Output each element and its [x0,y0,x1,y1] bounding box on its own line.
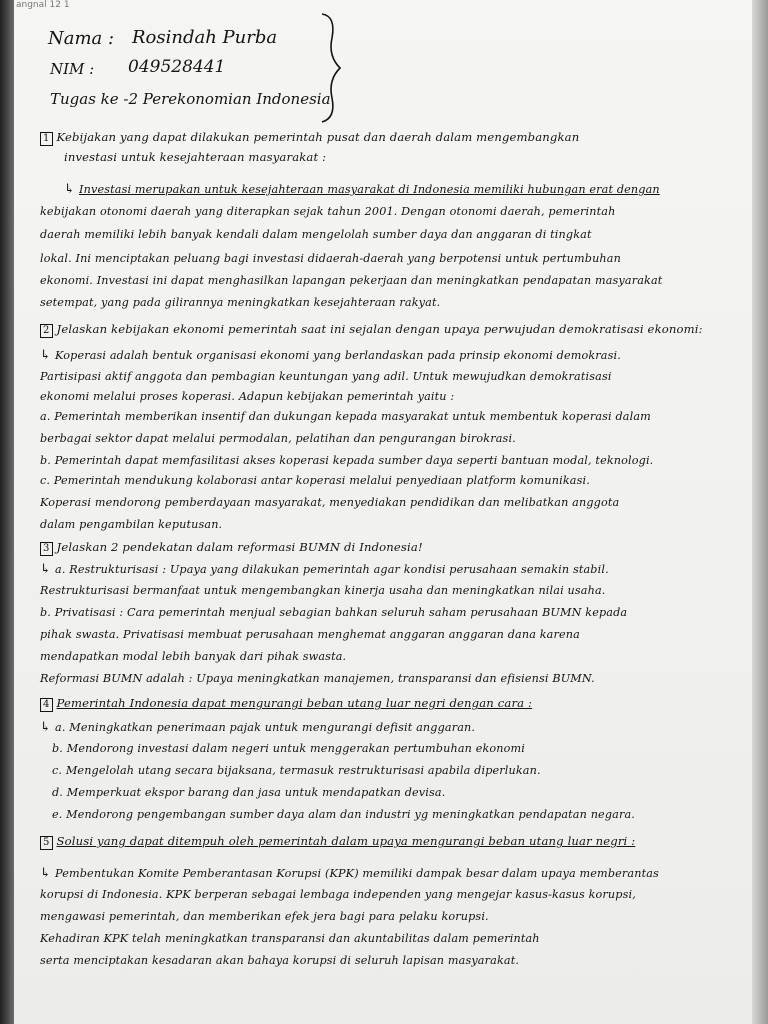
number-box: 1 [40,132,53,146]
answer-3-line-1: ↳ a. Restrukturisasi : Upaya yang dilakukan pemerintah agar kondisi perusahaan semakin stabil. [40,562,609,577]
arrow-icon: ↳ [40,562,52,577]
answer-2-line-6: b. Pemerintah dapat memfasilitasi akses koperasi kepada sumber daya seperti bantuan modal, teknologi. [40,454,654,467]
question-3-line-1: 3 Jelaskan 2 pendekatan dalam reformasi BUMN di Indonesia! [40,540,423,556]
answer-3-line-2: Restrukturisasi bermanfaat untuk mengembangkan kinerja usaha dan meningkatkan nilai usaha. [40,584,606,597]
answer-4-line-1: ↳ a. Meningkatkan penerimaan pajak untuk mengurangi defisit anggaran. [40,720,476,735]
tugas-title: Tugas ke -2 Perekonomian Indonesia [50,90,331,108]
answer-5-line-2: korupsi di Indonesia. KPK berperan sebagai lembaga independen yang mengejar kasus-kasus korupsi, [40,888,636,901]
answer-1-line-1: ↳ Investasi merupakan untuk kesejahteraan masyarakat di Indonesia memiliki hubungan erat dengan [64,182,660,197]
arrow-icon: ↳ [64,182,76,197]
right-paper-edge [752,0,768,1024]
answer-4-line-2: b. Mendorong investasi dalam negeri untuk menggerakan pertumbuhan ekonomi [52,742,526,755]
answer-2-line-2: Partisipasi aktif anggota dan pembagian keuntungan yang adil. Untuk mewujudkan demokratisasi [40,370,612,383]
nama-value: Rosindah Purba [132,27,278,48]
answer-1-line-6: setempat, yang pada gilirannya meningkatkan kesejahteraan rakyat. [40,296,441,309]
answer-5-line-4: Kehadiran KPK telah meningkatkan transparansi dan akuntabilitas dalam pemerintah [40,932,540,945]
nim-label: NIM : [50,60,95,78]
answer-2-line-8: Koperasi mendorong pemberdayaan masyarakat, menyediakan pendidikan dan melibatkan anggota [40,496,620,509]
answer-2-line-5: berbagai sektor dapat melalui permodalan, pelatihan dan pengurangan birokrasi. [40,432,516,445]
answer-1-line-5: ekonomi. Investasi ini dapat menghasilkan lapangan pekerjaan dan meningkatkan pendapatan masyarakat [40,274,663,287]
answer-3-line-5: mendapatkan modal lebih banyak dari pihak swasta. [40,650,347,663]
nim-value: 049528441 [128,57,226,77]
answer-3-line-4: pihak swasta. Privatisasi membuat perusahaan menghemat anggaran anggaran dana karena [40,628,580,641]
number-box: 5 [40,836,53,850]
question-1-line-2: investasi untuk kesejahteraan masyarakat : [64,150,327,164]
answer-1-line-3: daerah memiliki lebih banyak kendali dalam mengelolah sumber daya dan anggaran di tingkat [40,228,592,241]
answer-3-line-6: Reformasi BUMN adalah : Upaya meningkatkan manajemen, transparansi dan efisiensi BUMN. [40,672,595,685]
answer-2-line-3: ekonomi melalui proses koperasi. Adapun kebijakan pemerintah yaitu : [40,390,455,403]
answer-5-line-5: serta menciptakan kesadaran akan bahaya korupsi di seluruh lapisan masyarakat. [40,954,520,967]
answer-2-line-4: a. Pemerintah memberikan insentif dan dukungan kepada masyarakat untuk membentuk koperasi dalam [40,410,651,423]
question-4-line-1: 4 Pemerintah Indonesia dapat mengurangi beban utang luar negri dengan cara : [40,696,532,712]
question-2-line-1: 2 Jelaskan kebijakan ekonomi pemerintah saat ini sejalan dengan upaya perwujudan demokratisasi ekonomi: [40,322,703,338]
answer-4-line-5: e. Mendorong pengembangan sumber daya alam dan industri yg meningkatkan pendapatan negara. [52,808,635,821]
answer-2-line-9: dalam pengambilan keputusan. [40,518,223,531]
answer-4-line-4: d. Memperkuat ekspor barang dan jasa untuk mendapatkan devisa. [52,786,446,799]
answer-1-line-4: lokal. Ini menciptakan peluang bagi investasi didaerah-daerah yang berpotensi untuk pertumbuhan [40,252,621,265]
arrow-icon: ↳ [40,348,52,363]
arrow-icon: ↳ [40,866,52,881]
question-1-line-1: 1 Kebijakan yang dapat dilakukan pemerintah pusat dan daerah dalam mengembangkan [40,130,579,146]
identity-header [40,10,340,120]
bracket-icon [318,12,348,124]
number-box: 3 [40,542,53,556]
answer-3-line-3: b. Privatisasi : Cara pemerintah menjual sebagian bahkan seluruh saham perusahaan BUMN kepada [40,606,628,619]
number-box: 2 [40,324,53,338]
arrow-icon: ↳ [40,720,52,735]
left-shadow-edge [0,0,14,1024]
answer-1-line-2: kebijakan otonomi daerah yang diterapkan sejak tahun 2001. Dengan otonomi daerah, pemerintah [40,205,616,218]
number-box: 4 [40,698,53,712]
question-5-line-1: 5 Solusi yang dapat ditempuh oleh pemerintah dalam upaya mengurangi beban utang luar negri : [40,834,635,850]
answer-5-line-3: mengawasi pemerintah, dan memberikan efek jera bagi para pelaku korupsi. [40,910,489,923]
answer-2-line-1: ↳ Koperasi adalah bentuk organisasi ekonomi yang berlandaskan pada prinsip ekonomi demokrasi. [40,348,621,363]
answer-2-line-7: c. Pemerintah mendukung kolaborasi antar koperasi melalui penyediaan platform komunikasi. [40,474,590,487]
answer-4-line-3: c. Mengelolah utang secara bijaksana, termasuk restrukturisasi apabila diperlukan. [52,764,541,777]
top-fragment-text: angnal 12 1 [16,0,70,10]
nama-label: Nama : [48,28,115,49]
answer-5-line-1: ↳ Pembentukan Komite Pemberantasan Korupsi (KPK) memiliki dampak besar dalam upaya memberantas [40,866,659,881]
